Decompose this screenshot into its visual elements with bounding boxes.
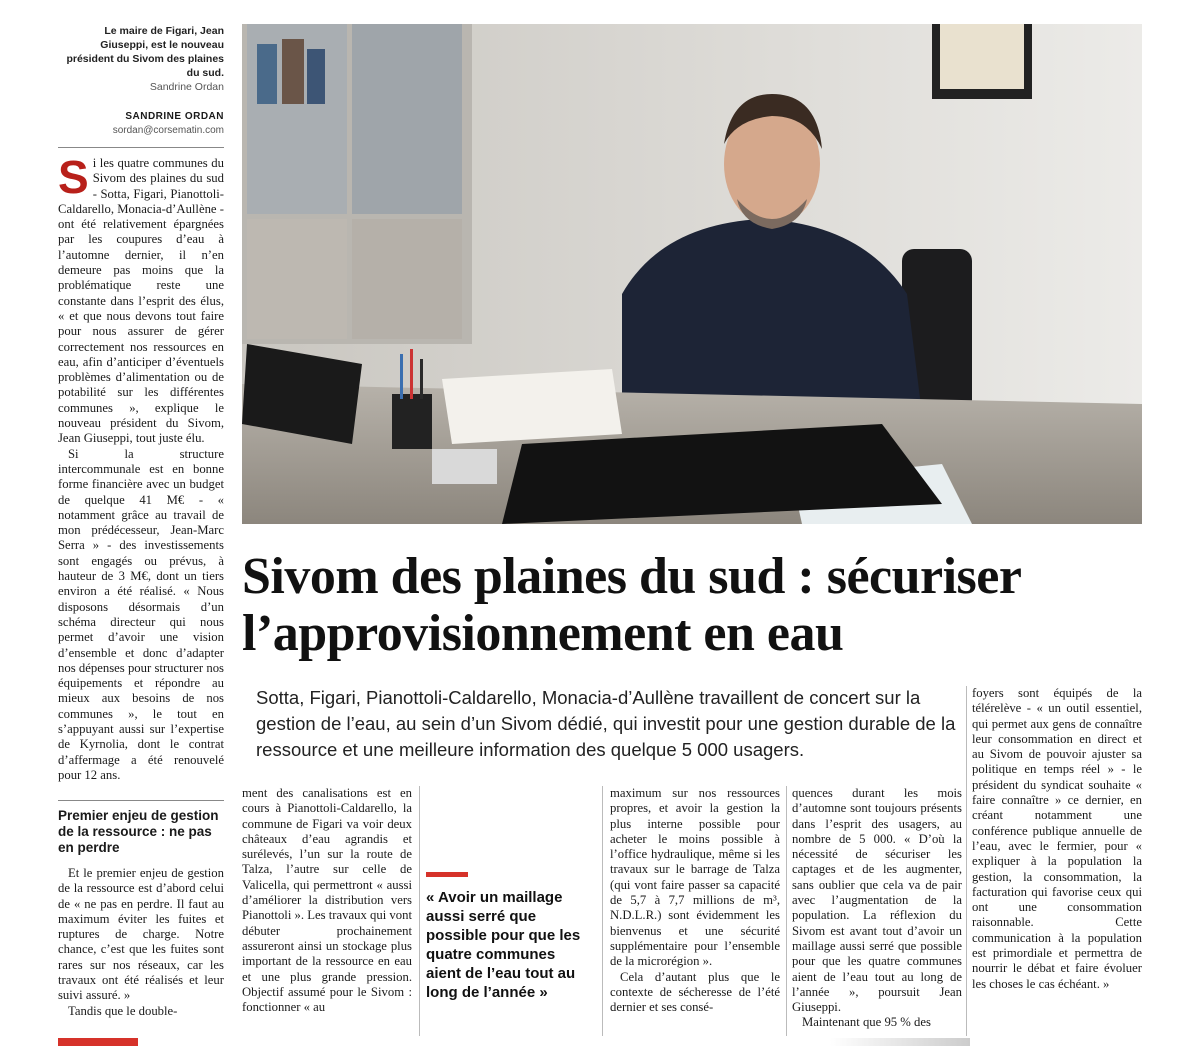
column-divider <box>602 786 603 1036</box>
paragraph: Tandis que le double- <box>68 1003 178 1018</box>
lede: Sotta, Figari, Pianottoli-Caldarello, Monacia-d’Aullène travaillent de concert sur la gestion de l’eau, au sein d’un Sivom dédié, qui investit pour une gestion durable de la ressource et une meilleure information des quelque 5 000 usagers. <box>256 687 956 760</box>
headline: Sivom des plaines du sud : sécuriser l’approvisionnement en eau <box>242 548 1021 662</box>
divider <box>58 800 224 801</box>
paragraph: Si la structure intercommunale est en bonne forme financière avec un budget de quelque 41 M€ - « notamment grâce au travail de mon prédécesseur, Jean-Marc Serra » - des investissements sont engagés ou prévus, à hauteur de 3 M€, dont un tiers environ a été réalisé. « Nous disposons désormais d’un schéma directeur qui nous permet d’avoir une vision d’ensemble et donc d’adapter nos dépenses pour structurer nos équipements et répondre au mieux aux besoins de nos communes », le tout en s’appuyant aussi sur l’expertise de Kyrnolia, dont le contrat d’affermage a été renouvelé pour 12 ans. <box>58 446 224 782</box>
author-email[interactable]: sordan@corsematin.com <box>112 125 224 136</box>
article-column-1-continued <box>58 866 224 1019</box>
paragraph: quences durant les mois d’automne sont toujours présents dans l’esprit des usagers, au nombre de 5 000. « D’où la nécessité de sécuriser les captages et de les augmenter, sans oublier que cela va de pair avec l’augmentation de la population. La réflexion du Sivom est avant tout d’avoir un maillage aussi serré que possible pour que les quatre communes aient de l’eau tout au long de l’année », poursuit Jean Giuseppi. <box>792 786 962 1015</box>
byline <box>58 110 224 138</box>
column-divider <box>419 786 420 1036</box>
office-photo-illustration <box>242 24 1142 524</box>
column-divider <box>786 786 787 1036</box>
paragraph: maximum sur nos ressources propres, et avoir la gestion la plus interne possible pour acheter le moins possible à l’office hydraulique, même si les travaux sur le barrage de Talza (qui vont faire passer sa capacité de 5,7 à 7,7 millions de m³, N.D.L.R.) sont évidemment les bienvenus et une sécurité supplémentaire pour l’ensemble de la microrégion ». <box>610 786 780 969</box>
next-article-marker <box>58 1038 138 1046</box>
article-column-4 <box>792 786 962 1031</box>
article-column-3 <box>610 786 780 1015</box>
column-divider <box>966 686 967 1036</box>
article-column-2 <box>242 786 412 1015</box>
page-edge <box>830 1038 970 1046</box>
caption-credit: Sandrine Ordan <box>149 81 224 93</box>
divider <box>58 147 224 148</box>
pullquote-accent <box>426 872 468 877</box>
article-photo <box>242 24 1142 524</box>
pull-quote: « Avoir un maillage aussi serré que possible pour que les quatre communes aient de l’eau tout au long de l’année » <box>426 889 581 1001</box>
paragraph: Si les quatre communes du Sivom des plaines du sud - Sotta, Figari, Pianottoli-Caldarello, Monacia-d’Aullène - ont été relativement épargnées par les coupures d’eau à l’automne dernier, il n’en demeure pas moins que la problématique reste une constante dans l’esprit des élus, « et que nous devons tout faire pour nous assurer de gérer correctement nos ressources en eau, afin d’anticiper d’éventuels problèmes d’alimentation ou de potabilité sur les différentes communes », explique le nouveau président du Sivom, Jean Giuseppi, tout juste élu. <box>58 151 224 446</box>
paragraph: Et le premier enjeu de gestion de la ressource est d’abord celui de « ne pas en perdre. Il faut au maximum éviter les fuites et ruptures de charge. Notre chance, c’est que les fuites sont rares sur nos réseaux, car les travaux ont été réalisés et leur suivi assuré. » <box>58 866 224 1003</box>
paragraph: ment des canalisations est en cours à Pianottoli-Caldarello, la commune de Figari va voir deux châteaux d’eau agrandis et surélevés, l’un sur la route de Talza, l’autre sur celle de Valicella, qui permettront « aussi d’améliorer la distribution vers Pianottoli ». Les travaux qui vont débuter prochainement assureront ainsi un stockage plus important de la ressource en eau et une plus grande pression. Objectif assumé pour le Sivom : fonctionner « au <box>242 786 412 1015</box>
drop-cap: S <box>58 151 89 203</box>
paragraph: foyers sont équipés de la télérelève - « un outil essentiel, qui permet aux gens de connaître leur consommation en direct et au Sivom de pouvoir ajuster sa politique en temps réel » - le président du syndicat souhaite « faire connaître » ce dernier, en créant notamment une conférence publique annuelle de l’eau, avec le fermier, pour « expliquer à la population la gestion, la consommation, la facturation qui favorise ceux qui ont une consommation raisonnable. Cette communication à la population est primordiale et permettra de nourrir le débat et faire évoluer les choses le cas échéant. » <box>972 686 1142 991</box>
paragraph: Maintenant que 95 % des <box>802 1015 931 1030</box>
subheading: Premier enjeu de gestion de la ressource : ne pas en perdre <box>58 808 219 855</box>
paragraph: Cela d’autant plus que le contexte de sécheresse de l’été dernier et ses consé- <box>610 969 780 1015</box>
photo-caption <box>58 24 224 94</box>
article-column-5 <box>972 686 1142 992</box>
author-name: SANDRINE ORDAN <box>125 111 224 122</box>
article-column-1 <box>58 151 224 783</box>
caption-text: Le maire de Figari, Jean Giuseppi, est le nouveau président du Sivom des plaines du sud. <box>66 25 224 79</box>
